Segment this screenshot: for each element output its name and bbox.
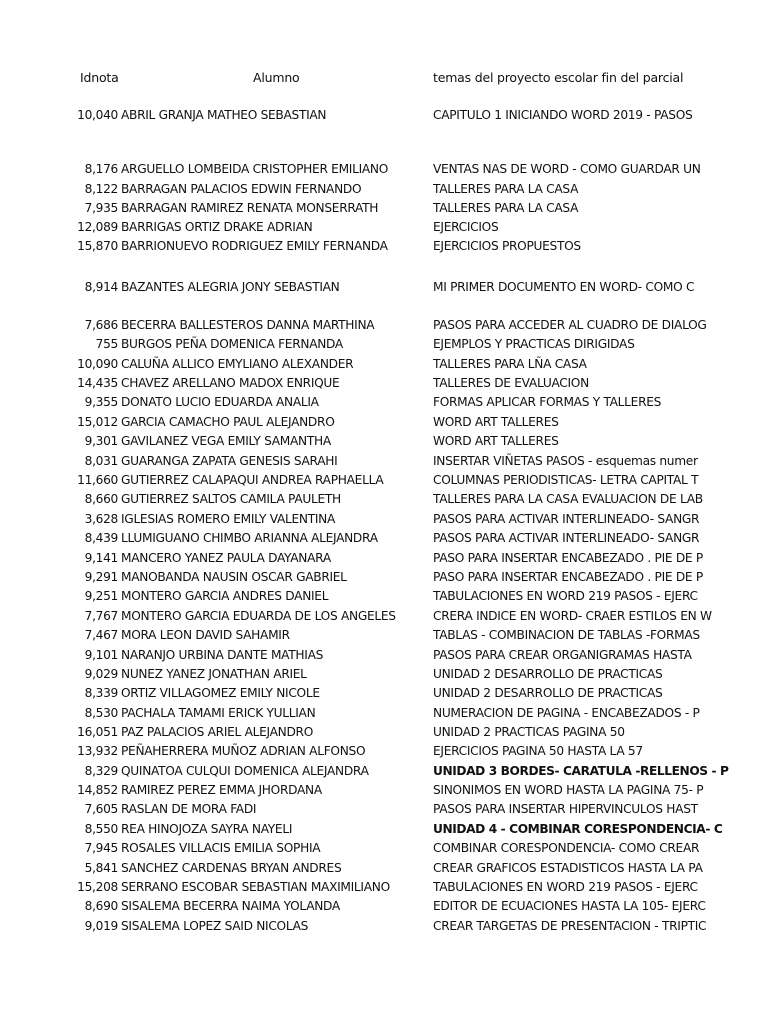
table-row [0, 684, 768, 703]
tema-cell: PASOS PARA ACCEDER AL CUADRO DE DIALOG [433, 318, 707, 332]
alumno-cell: GUTIERREZ CALAPAQUI ANDREA RAPHAELLA [121, 473, 384, 487]
header-temas: temas del proyecto escolar fin del parcial [433, 70, 684, 85]
tema-cell: VENTAS NAS DE WORD - COMO GUARDAR UN [433, 162, 701, 176]
table-row [0, 510, 768, 529]
tema-cell: UNIDAD 2 DESARROLLO DE PRACTICAS [433, 667, 663, 681]
alumno-cell: LLUMIGUANO CHIMBO ARIANNA ALEJANDRA [121, 531, 378, 545]
idnota-cell: 9,101 [84, 648, 118, 662]
alumno-cell: ROSALES VILLACIS EMILIA SOPHIA [121, 841, 321, 855]
idnota-cell: 8,690 [84, 899, 118, 913]
alumno-cell: RASLAN DE MORA FADI [121, 802, 257, 816]
alumno-cell: MANOBANDA NAUSIN OSCAR GABRIEL [121, 570, 347, 584]
tema-cell: SINONIMOS EN WORD HASTA LA PAGINA 75- P [433, 783, 704, 797]
tema-cell: PASO PARA INSERTAR ENCABEZADO . PIE DE P [433, 551, 703, 565]
tema-cell: PASOS PARA ACTIVAR INTERLINEADO- SANGR [433, 531, 700, 545]
tema-cell: CAPITULO 1 INICIANDO WORD 2019 - PASOS [433, 108, 693, 122]
idnota-cell: 8,176 [84, 162, 118, 176]
tema-cell: EDITOR DE ECUACIONES HASTA LA 105- EJERC [433, 899, 706, 913]
idnota-cell: 8,329 [84, 764, 118, 778]
idnota-cell: 755 [95, 337, 118, 351]
idnota-cell: 15,012 [77, 415, 118, 429]
tema-cell: PASOS PARA CREAR ORGANIGRAMAS HASTA [433, 648, 692, 662]
idnota-cell: 9,251 [84, 589, 118, 603]
alumno-cell: BURGOS PEÑA DOMENICA FERNANDA [121, 337, 343, 351]
alumno-cell: PEÑAHERRERA MUÑOZ ADRIAN ALFONSO [121, 744, 366, 758]
idnota-cell: 7,935 [84, 201, 118, 215]
table-row [0, 800, 768, 819]
idnota-cell: 14,435 [77, 376, 118, 390]
alumno-cell: GAVILANEZ VEGA EMILY SAMANTHA [121, 434, 331, 448]
alumno-cell: ORTIZ VILLAGOMEZ EMILY NICOLE [121, 686, 320, 700]
table-row [0, 106, 768, 125]
tema-cell: TABLAS - COMBINACION DE TABLAS -FORMAS [433, 628, 700, 642]
tema-cell: TABULACIONES EN WORD 219 PASOS - EJERC [433, 880, 698, 894]
table-row [0, 316, 768, 335]
idnota-cell: 9,301 [84, 434, 118, 448]
tema-cell: TALLERES DE EVALUACION [433, 376, 589, 390]
tema-cell: TALLERES PARA LÑA CASA [433, 357, 587, 371]
table-row [0, 335, 768, 354]
idnota-cell: 9,029 [84, 667, 118, 681]
table-row [0, 549, 768, 568]
alumno-cell: SISALEMA BECERRA NAIMA YOLANDA [121, 899, 340, 913]
idnota-cell: 10,040 [77, 108, 118, 122]
tema-cell: TALLERES PARA LA CASA EVALUACION DE LAB [433, 492, 703, 506]
table-row [0, 897, 768, 916]
table-row [0, 646, 768, 665]
alumno-cell: IGLESIAS ROMERO EMILY VALENTINA [121, 512, 336, 526]
table-row [0, 820, 768, 839]
tema-cell: WORD ART TALLERES [433, 434, 559, 448]
idnota-cell: 8,914 [84, 280, 118, 294]
table-row [0, 432, 768, 451]
alumno-cell: NUNEZ YANEZ JONATHAN ARIEL [121, 667, 307, 681]
tema-cell: EJERCICIOS PROPUESTOS [433, 239, 581, 253]
tema-cell: CREAR GRAFICOS ESTADISTICOS HASTA LA PA [433, 861, 703, 875]
alumno-cell: GUTIERREZ SALTOS CAMILA PAULETH [121, 492, 341, 506]
alumno-cell: SANCHEZ CARDENAS BRYAN ANDRES [121, 861, 342, 875]
idnota-cell: 8,339 [84, 686, 118, 700]
table-row [0, 723, 768, 742]
table-row [0, 781, 768, 800]
alumno-cell: BARRIGAS ORTIZ DRAKE ADRIAN [121, 220, 313, 234]
alumno-cell: ABRIL GRANJA MATHEO SEBASTIAN [121, 108, 327, 122]
table-row [0, 917, 768, 936]
tema-cell: TALLERES PARA LA CASA [433, 182, 579, 196]
alumno-cell: ARGUELLO LOMBEIDA CRISTOPHER EMILIANO [121, 162, 389, 176]
idnota-cell: 8,550 [84, 822, 118, 836]
table-row [0, 471, 768, 490]
tema-cell: CREAR TARGETAS DE PRESENTACION - TRIPTIC [433, 919, 707, 933]
alumno-cell: BARRAGAN RAMIREZ RENATA MONSERRATH [121, 201, 379, 215]
table-row [0, 878, 768, 897]
idnota-cell: 8,530 [84, 706, 118, 720]
tema-cell: UNIDAD 2 PRACTICAS PAGINA 50 [433, 725, 625, 739]
idnota-cell: 9,291 [84, 570, 118, 584]
alumno-cell: PAZ PALACIOS ARIEL ALEJANDRO [121, 725, 314, 739]
idnota-cell: 12,089 [77, 220, 118, 234]
idnota-cell: 9,019 [84, 919, 118, 933]
table-row [0, 413, 768, 432]
alumno-cell: MONTERO GARCIA ANDRES DANIEL [121, 589, 329, 603]
alumno-cell: BECERRA BALLESTEROS DANNA MARTHINA [121, 318, 375, 332]
idnota-cell: 3,628 [84, 512, 118, 526]
table-row [0, 665, 768, 684]
tema-cell: PASOS PARA INSERTAR HIPERVINCULOS HAST [433, 802, 698, 816]
alumno-cell: QUINATOA CULQUI DOMENICA ALEJANDRA [121, 764, 369, 778]
table-row [0, 490, 768, 509]
alumno-cell: MONTERO GARCIA EDUARDA DE LOS ANGELES [121, 609, 396, 623]
tema-cell: TABULACIONES EN WORD 219 PASOS - EJERC [433, 589, 698, 603]
header-alumno: Alumno [253, 70, 300, 85]
idnota-cell: 5,841 [84, 861, 118, 875]
tema-cell: FORMAS APLICAR FORMAS Y TALLERES [433, 395, 662, 409]
idnota-cell: 7,945 [84, 841, 118, 855]
alumno-cell: GUARANGA ZAPATA GENESIS SARAHI [121, 454, 338, 468]
idnota-cell: 14,852 [77, 783, 118, 797]
table-row [0, 393, 768, 412]
alumno-cell: DONATO LUCIO EDUARDA ANALIA [121, 395, 319, 409]
table-row [0, 607, 768, 626]
alumno-cell: NARANJO URBINA DANTE MATHIAS [121, 648, 324, 662]
idnota-cell: 10,090 [77, 357, 118, 371]
table-row [0, 160, 768, 179]
alumno-cell: SISALEMA LOPEZ SAID NICOLAS [121, 919, 309, 933]
tema-cell: EJERCICIOS PAGINA 50 HASTA LA 57 [433, 744, 643, 758]
table-row [0, 374, 768, 393]
table-row [0, 355, 768, 374]
table-row [0, 704, 768, 723]
tema-cell: EJEMPLOS Y PRACTICAS DIRIGIDAS [433, 337, 635, 351]
tema-cell: INSERTAR VIÑETAS PASOS - esquemas numer [433, 454, 698, 468]
tema-cell: PASOS PARA ACTIVAR INTERLINEADO- SANGR [433, 512, 700, 526]
table-row [0, 199, 768, 218]
alumno-cell: SERRANO ESCOBAR SEBASTIAN MAXIMILIANO [121, 880, 390, 894]
idnota-cell: 9,141 [84, 551, 118, 565]
idnota-cell: 8,439 [84, 531, 118, 545]
idnota-cell: 16,051 [77, 725, 118, 739]
idnota-cell: 9,355 [84, 395, 118, 409]
table-row [0, 762, 768, 781]
alumno-cell: BARRAGAN PALACIOS EDWIN FERNANDO [121, 182, 362, 196]
tema-cell: EJERCICIOS [433, 220, 499, 234]
alumno-cell: PACHALA TAMAMI ERICK YULLIAN [121, 706, 316, 720]
idnota-cell: 7,605 [84, 802, 118, 816]
tema-cell: TALLERES PARA LA CASA [433, 201, 579, 215]
table-row [0, 452, 768, 471]
table-row [0, 587, 768, 606]
tema-cell: PASO PARA INSERTAR ENCABEZADO . PIE DE P [433, 570, 703, 584]
table-row [0, 859, 768, 878]
table-row [0, 839, 768, 858]
alumno-cell: MORA LEON DAVID SAHAMIR [121, 628, 290, 642]
tema-cell: UNIDAD 3 BORDES- CARATULA -RELLENOS - P [433, 764, 729, 778]
idnota-cell: 7,467 [84, 628, 118, 642]
alumno-cell: BAZANTES ALEGRIA JONY SEBASTIAN [121, 280, 340, 294]
table-row [0, 278, 768, 297]
idnota-cell: 8,122 [84, 182, 118, 196]
idnota-cell: 8,031 [84, 454, 118, 468]
tema-cell: WORD ART TALLERES [433, 415, 559, 429]
idnota-cell: 13,932 [77, 744, 118, 758]
idnota-cell: 8,660 [84, 492, 118, 506]
alumno-cell: REA HINOJOZA SAYRA NAYELI [121, 822, 293, 836]
table-row [0, 180, 768, 199]
tema-cell: UNIDAD 2 DESARROLLO DE PRACTICAS [433, 686, 663, 700]
tema-cell: COMBINAR CORESPONDENCIA- COMO CREAR [433, 841, 700, 855]
alumno-cell: BARRIONUEVO RODRIGUEZ EMILY FERNANDA [121, 239, 388, 253]
idnota-cell: 11,660 [77, 473, 118, 487]
alumno-cell: GARCIA CAMACHO PAUL ALEJANDRO [121, 415, 335, 429]
idnota-cell: 7,767 [84, 609, 118, 623]
idnota-cell: 15,870 [77, 239, 118, 253]
tema-cell: UNIDAD 4 - COMBINAR CORESPONDENCIA- C [433, 822, 723, 836]
alumno-cell: RAMIREZ PEREZ EMMA JHORDANA [121, 783, 322, 797]
table-row [0, 529, 768, 548]
tema-cell: CRERA INDICE EN WORD- CRAER ESTILOS EN W [433, 609, 712, 623]
alumno-cell: CHAVEZ ARELLANO MADOX ENRIQUE [121, 376, 340, 390]
idnota-cell: 15,208 [77, 880, 118, 894]
tema-cell: MI PRIMER DOCUMENTO EN WORD- COMO C [433, 280, 695, 294]
table-row [0, 742, 768, 761]
header-idnota: Idnota [80, 70, 119, 85]
idnota-cell: 7,686 [84, 318, 118, 332]
table-row [0, 218, 768, 237]
tema-cell: COLUMNAS PERIODISTICAS- LETRA CAPITAL T [433, 473, 699, 487]
tema-cell: NUMERACION DE PAGINA - ENCABEZADOS - P [433, 706, 700, 720]
alumno-cell: MANCERO YANEZ PAULA DAYANARA [121, 551, 331, 565]
table-row [0, 568, 768, 587]
alumno-cell: CALUÑA ALLICO EMYLIANO ALEXANDER [121, 357, 354, 371]
table-row [0, 626, 768, 645]
table-row [0, 237, 768, 256]
